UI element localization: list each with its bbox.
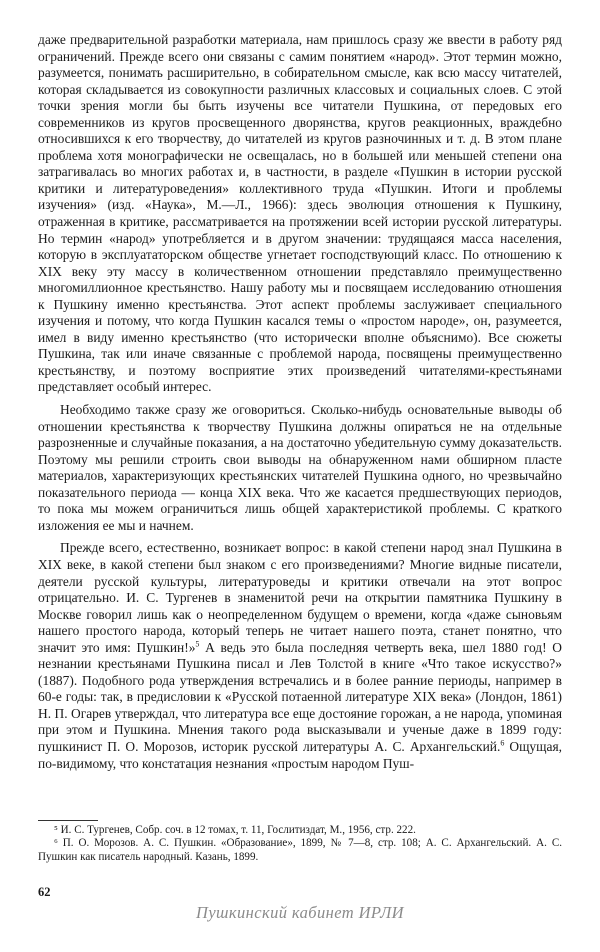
footnote-divider: [38, 820, 98, 821]
footnote-ref-5[interactable]: 5: [195, 639, 200, 649]
paragraph-3: [38, 540, 562, 772]
page-body: [38, 32, 562, 772]
footnotes: [38, 824, 562, 864]
watermark: Пушкинский кабинет ИРЛИ: [196, 903, 404, 922]
footnote-ref-6[interactable]: 6: [500, 738, 505, 748]
footnote-6: ⁶ П. О. Морозов. А. С. Пушкин. «Образование», 1899, № 7—8, стр. 108; А. С. Архангельский. А. С. Пушкин как писатель народный. Казань, 1899.: [38, 837, 562, 863]
paragraph-2: Необходимо также сразу же оговориться. Сколько-нибудь основательные выводы об отношении крестьянства к творчеству Пушкина должны опираться не на отдельные разрозненные и случайные показания, а на достаточно убедительную сумму доказательств. Поэтому мы решили строить свои выводы на обнаруженном нами обширном пласте материалов, характеризующих крестьянских читателей Пушкина одного, но чрезвычайно показательного периода — конца XIX века. Что же касается предшествующих периодов, то пока мы можем ограничиться лишь общей характеристикой проблемы. С краткого изложения ее мы и начнем.: [38, 402, 562, 533]
page-number: 62: [38, 885, 51, 899]
paragraph-3-mid: А ведь это была последняя четверть века, шел 1880 год! О незнании крестьянами Пушкина писал и Лев Толстой в книге «Что такое искусство?» (1887). Подобного рода утверждения встречались и в более ранние периоды, например в 60-е годы: так, в предисловии к «Русской потаенной литературе XIX века» (Лондон, 1861) Н. П. Огарев утверждал, что литература все еще достояние горожан, а не народа, упоминая при этом и Пушкина. Мнения такого рода высказывали и ученые даже в 1899 году: пушкинист П. О. Морозов, историк русской литературы А. С. Архангельский.: [38, 639, 562, 754]
paragraph-3-main: Прежде всего, естественно, возникает вопрос: в какой степени народ знал Пушкина в XIX веке, в какой степени был знаком с его произведениями? Многие видные писатели, деятели русской культуры, литературоведы и критики отвечали на этот вопрос отрицательно. И. С. Тургенев в знаменитой речи на открытии памятника Пушкину в Москве говорил лишь как о неопределенном будущем о времени, когда «даже сыновьям нашего простого народа, который теперь не читает нашего поэта, станет понятно, что значит это имя: Пушкин!»: [38, 540, 562, 655]
footnote-5: ⁵ И. С. Тургенев, Собр. соч. в 12 томах, т. 11, Гослитиздат, М., 1956, стр. 222.: [54, 824, 416, 836]
paragraph-3-end: Ощущая, по-видимому, что констатация незнания «простым народом Пуш-: [38, 738, 563, 771]
paragraph-1: даже предварительной разработки материала, нам пришлось сразу же ввести в работу ряд ограничений. Прежде всего они связаны с самим понятием «народ». Этот термин можно, разумеется, понимать расширительно, в собирательном смысле, как всю массу читателей, которая складывается из совокупности различных классовых и социальных слоев. С этой точки зрения могли бы быть изучены все читатели Пушкина, от передовых его современников из кругов просвещенного дворянства, кругов реакционных, враждебно относившихся к его творчеству, до читателей из кругов разночинных и т. д. В этом плане проблема хотя монографически не освещалась, но в большей или меньшей степени она затрагивалась во многих работах и, в частности, в разделе «Пушкин в истории русской критики и литературоведения» коллективного труда «Пушкин. Итоги и проблемы изучения» (изд. «Наука», М.—Л., 1966): здесь эволюция отношения к Пушкину, отраженная в критике, рассматривается на протяжении всей истории русской литературы. Но термин «народ» употребляется и в другом значении: трудящаяся масса населения, которую в эксплуататорском обществе угнетает господствующий класс. По отношению к XIX веку эту массу в количественном отношении представляло преимущественно многомиллионное крестьянство. Нашу работу мы и посвящаем исследованию отношения к Пушкину именно крестьянства. Этот аспект проблемы заслуживает специального изучения и потому, что когда Пушкин касался темы о «простом народе», он, разумеется, имел в виду именно крестьянство (что исторически вполне объяснимо). Все сюжеты Пушкина, так или иначе связанные с проблемой народа, посвящены преимущественно крестьянству, и поэтому восприятие этих произведений читателями-крестьянами представляет особый интерес.: [38, 32, 562, 395]
